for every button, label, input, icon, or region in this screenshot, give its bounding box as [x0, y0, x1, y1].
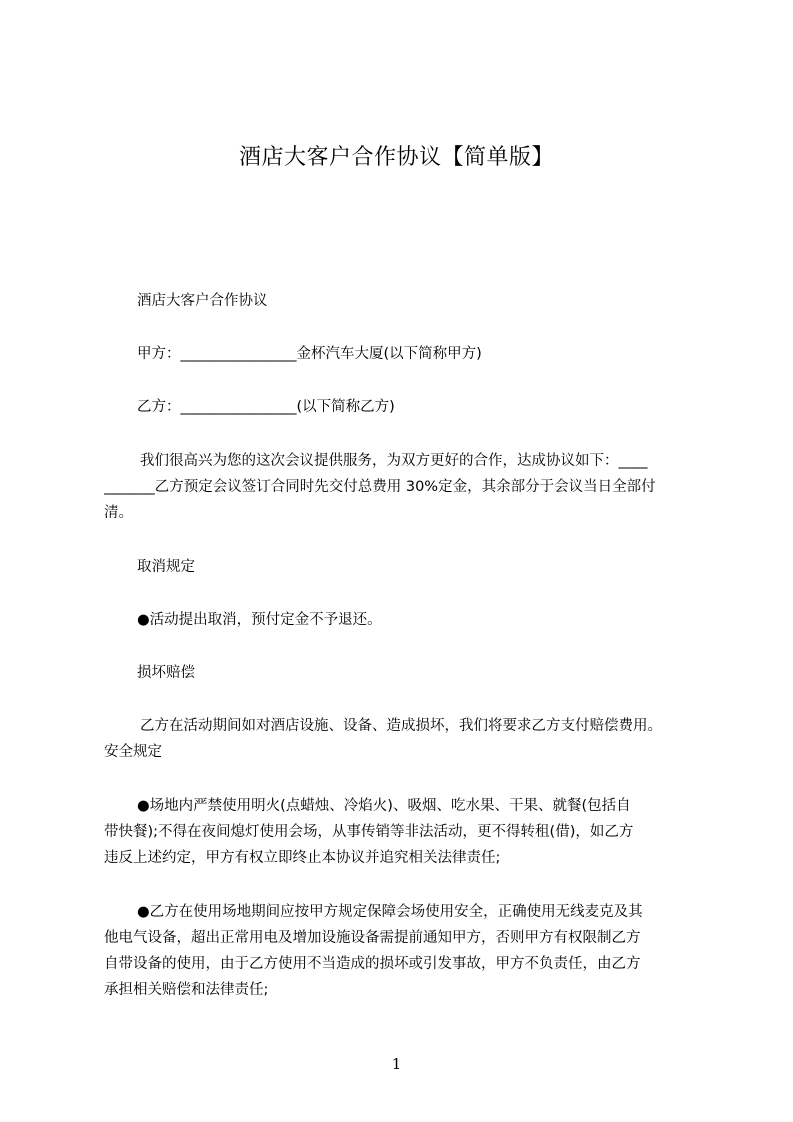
intro-line-3: 清。	[104, 505, 133, 521]
damage-text: 乙方在活动期间如对酒店设施、设备、造成损坏，我们将要求乙方支付赔偿费用。	[140, 718, 662, 734]
section-heading-safety: 安全规定	[104, 744, 162, 760]
safety-bullet-1-line-3: 违反上述约定，甲方有权立即终止本协议并追究相关法律责任;	[104, 850, 501, 866]
party-b-line: 乙方：________________(以下简称乙方)	[137, 399, 395, 415]
document-title: 酒店大客户合作协议【简单版】	[238, 145, 554, 170]
intro-line-1: 我们很高兴为您的这次会议提供服务，为双方更好的合作，达成协议如下：____	[140, 453, 648, 469]
party-a-line: 甲方：________________金杯汽车大厦(以下简称甲方)	[137, 346, 482, 362]
section-heading-cancellation: 取消规定	[137, 559, 195, 575]
cancellation-bullet: ●活动提出取消，预付定金不予退还。	[137, 612, 382, 628]
safety-bullet-1-line-1: ●场地内严禁使用明火(点蜡烛、冷焰火)、吸烟、吃水果、干果、就餐(包括自	[137, 798, 631, 814]
safety-bullet-2-line-2: 他电气设备，超出正常用电及增加设施设备需提前通知甲方，否则甲方有权限制乙方	[104, 930, 641, 946]
safety-bullet-1-line-2: 带快餐);不得在夜间熄灯使用会场，从事传销等非法活动，更不得转租(借)，如乙方	[104, 824, 634, 840]
paragraph-heading: 酒店大客户合作协议	[137, 293, 268, 309]
safety-bullet-2-line-3: 自带设备的使用，由于乙方使用不当造成的损坏或引发事故，甲方不负责任，由乙方	[104, 956, 641, 972]
section-heading-damage: 损坏赔偿	[137, 665, 195, 681]
intro-line-2: _______乙方预定会议签订合同时先交付总费用 30%定金，其余部分于会议当日全部付	[104, 479, 656, 495]
safety-bullet-2-line-4: 承担相关赔偿和法律责任;	[104, 982, 269, 998]
page-number: 1	[391, 1055, 402, 1073]
safety-bullet-2-line-1: ●乙方在使用场地期间应按甲方规定保障会场使用安全，正确使用无线麦克及其	[137, 904, 643, 920]
